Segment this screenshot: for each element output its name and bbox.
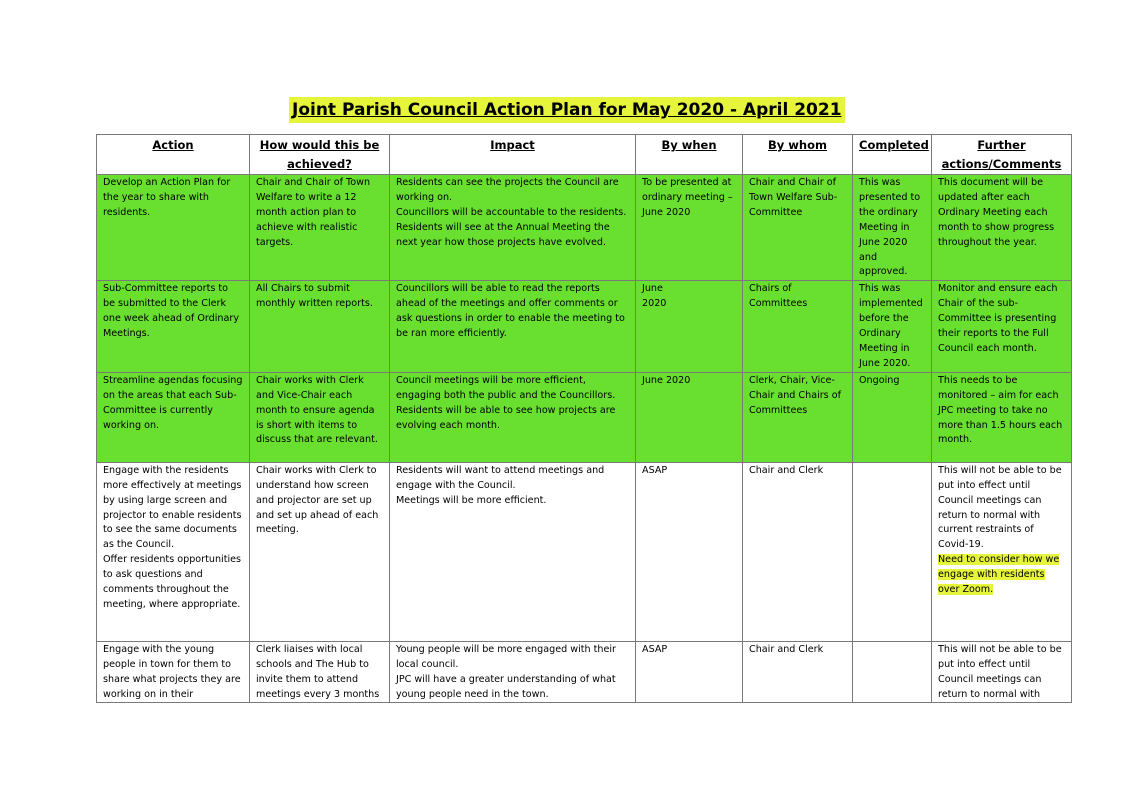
further-text: This will not be able to be put into effect until Council meetings can return to normal with current restraints of Covid-19.	[938, 464, 1062, 551]
header-how: How would this be achieved?	[250, 135, 390, 175]
table-row	[97, 462, 1072, 641]
header-completed: Completed	[853, 135, 932, 175]
table-row	[97, 175, 1072, 281]
table-header-row	[97, 135, 1072, 175]
further-text: This document will be updated after each Ordinary Meeting each month to show progress throughout the year.	[938, 177, 1055, 248]
cell-by-when: ASAP	[636, 462, 743, 641]
cell-by-whom: Chairs of Committees	[743, 281, 853, 372]
cell-how: Chair and Chair of Town Welfare to write a 12 month action plan to achieve with realistic targets.	[250, 175, 390, 281]
cell-impact: Young people will be more engaged with their local council. JPC will have a greater understanding of what young people need in the town.	[390, 641, 636, 703]
cell-further	[932, 641, 1072, 703]
table-row	[97, 281, 1072, 372]
cell-how: Chair works with Clerk and Vice-Chair each month to ensure agenda is short with items to discuss that are relevant.	[250, 372, 390, 462]
cell-by-when: ASAP	[636, 641, 743, 703]
cell-how: Chair works with Clerk to understand how screen and projector are set up and set up ahead of each meeting.	[250, 462, 390, 641]
cell-action: Sub-Committee reports to be submitted to the Clerk one week ahead of Ordinary Meetings.	[97, 281, 250, 372]
cell-by-whom: Clerk, Chair, Vice-Chair and Chairs of Committees	[743, 372, 853, 462]
header-impact: Impact	[390, 135, 636, 175]
table-row	[97, 641, 1072, 703]
cell-further	[932, 372, 1072, 462]
cell-further	[932, 281, 1072, 372]
cell-impact: Residents will want to attend meetings and engage with the Council. Meetings will be more efficient.	[390, 462, 636, 641]
cell-how: All Chairs to submit monthly written reports.	[250, 281, 390, 372]
further-text: Monitor and ensure each Chair of the sub-Committee is presenting their reports to the Full Council each month.	[938, 283, 1058, 354]
cell-how: Clerk liaises with local schools and The Hub to invite them to attend meetings every 3 months	[250, 641, 390, 703]
action-plan-table	[96, 134, 1072, 703]
cell-completed	[853, 641, 932, 703]
cell-completed: This was presented to the ordinary Meeting in June 2020 and approved.	[853, 175, 932, 281]
header-by-when: By when	[636, 135, 743, 175]
cell-by-whom: Chair and Clerk	[743, 462, 853, 641]
further-text: This will not be able to be put into effect until Council meetings can return to normal with	[938, 643, 1062, 700]
cell-impact: Residents can see the projects the Council are working on. Councillors will be accountable to the residents. Residents will see at the Annual Meeting the next year how those projects have evolved.	[390, 175, 636, 281]
cell-completed: This was implemented before the Ordinary Meeting in June 2020.	[853, 281, 932, 372]
cell-by-whom: Chair and Clerk	[743, 641, 853, 703]
cell-further	[932, 175, 1072, 281]
header-by-whom: By whom	[743, 135, 853, 175]
cell-by-when: June 2020	[636, 372, 743, 462]
header-further: Further actions/Comments	[932, 135, 1072, 175]
cell-impact: Councillors will be able to read the reports ahead of the meetings and offer comments or ask questions in order to enable the meeting to be ran more efficiently.	[390, 281, 636, 372]
cell-completed: Ongoing	[853, 372, 932, 462]
cell-further	[932, 462, 1072, 641]
header-action: Action	[97, 135, 250, 175]
cell-action: Streamline agendas focusing on the areas that each Sub-Committee is currently working on.	[97, 372, 250, 462]
document-title: Joint Parish Council Action Plan for May 2020 - April 2021	[289, 97, 845, 123]
cell-by-when: June 2020	[636, 281, 743, 372]
cell-action: Engage with the young people in town for them to share what projects they are working on in their	[97, 641, 250, 703]
table-row	[97, 372, 1072, 462]
cell-by-when: To be presented at ordinary meeting – June 2020	[636, 175, 743, 281]
cell-action: Engage with the residents more effectively at meetings by using large screen and projector to enable residents to see the same documents as the Council. Offer residents opportunities to ask questions and comments throughout the meeting, where appropriate.	[97, 462, 250, 641]
cell-by-whom: Chair and Chair of Town Welfare Sub-Committee	[743, 175, 853, 281]
cell-impact: Council meetings will be more efficient, engaging both the public and the Councillors. Residents will be able to see how projects are evolving each month.	[390, 372, 636, 462]
cell-completed	[853, 462, 932, 641]
cell-action: Develop an Action Plan for the year to share with residents.	[97, 175, 250, 281]
further-text: This needs to be monitored – aim for each JPC meeting to take no more than 1.5 hours each month.	[938, 374, 1063, 446]
further-highlight-text: Need to consider how we engage with residents over Zoom.	[938, 554, 1060, 596]
